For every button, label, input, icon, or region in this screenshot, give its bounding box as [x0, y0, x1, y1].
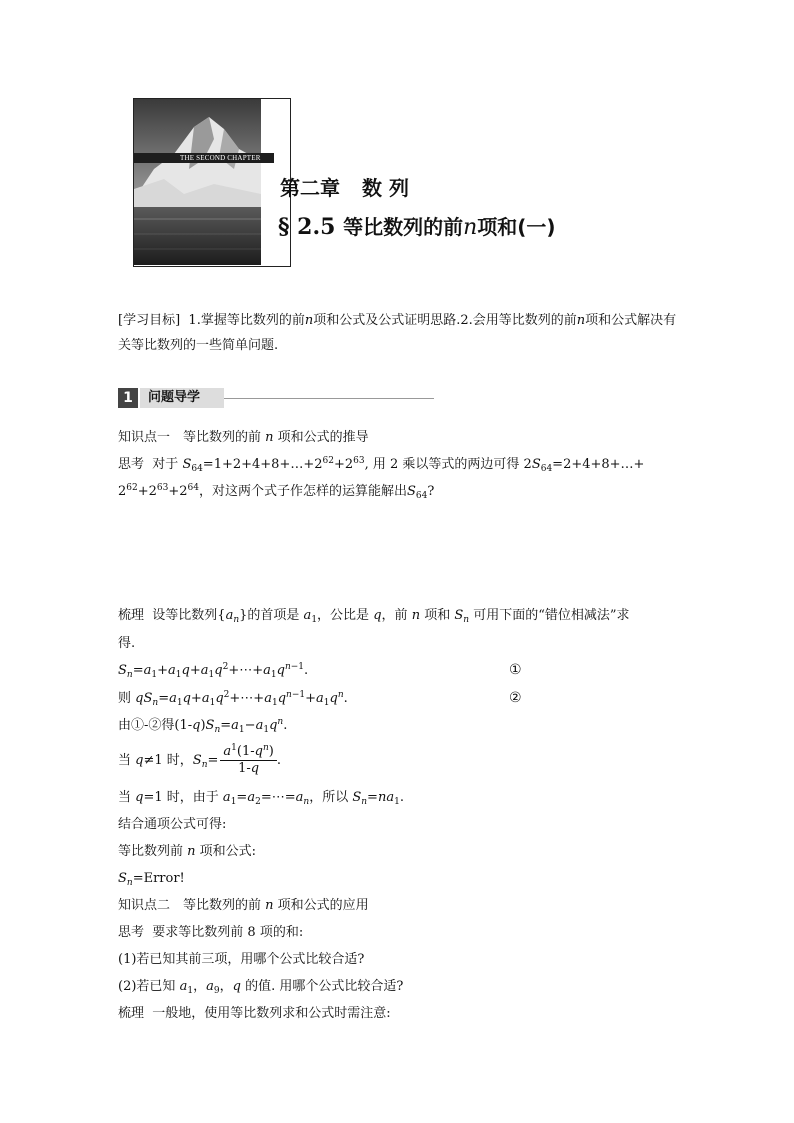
- eq2-marker: ②: [509, 690, 522, 706]
- review1-text-a: 设等比数列{: [152, 608, 226, 623]
- kp2-heading: 知识点二 等比数列的前 n 项和公式的应用: [118, 898, 369, 913]
- kp2-question-2: (2)若已知 $a_1$，$a_9$，q 的值. 用哪个公式比较合适?: [118, 979, 404, 996]
- kp1-sup-4: 63: [156, 483, 169, 493]
- kp2-heading-a: 知识点二 等比数列的前: [118, 898, 262, 913]
- review1-combine: 结合通项公式可得:: [118, 817, 227, 832]
- chapter-number: 第二章: [280, 176, 340, 200]
- frac-den: 1-: [238, 761, 251, 776]
- kp1-S-2: S: [531, 457, 541, 472]
- kp1-think-i: ，对这两个式子作怎样的运算能解出: [198, 484, 407, 499]
- eq1-marker: ①: [509, 662, 522, 678]
- section-number: § 2.5: [278, 214, 336, 240]
- kp2-review: [118, 1006, 391, 1022]
- section-title-a: 等比数列的前: [343, 215, 464, 239]
- review1-eq3: 由①-②得$(1-q)S_n=a_1-a_1q^n$.: [118, 717, 288, 735]
- eq3-b: ): [200, 718, 206, 733]
- formula-label-a: 等比数列前: [118, 844, 184, 859]
- kp2-review-label: 梳理: [118, 1006, 145, 1021]
- kp1-sup-1: 62: [322, 456, 334, 466]
- review1-text-f: 可用下面的“错位相减法”求: [473, 608, 630, 623]
- kp1-heading-a: 知识点一 等比数列的前: [118, 430, 262, 445]
- kp2-question-1: (1)若已知其前三项，用哪个公式比较合适?: [118, 952, 365, 967]
- cover-banner-text: THE SECOND CHAPTER: [180, 154, 261, 162]
- kp1-think-e: =2+4+8+…+: [552, 457, 645, 472]
- eq3-a: 由①-②得(1-: [118, 718, 193, 733]
- objectives-text-1: 1.掌握等比数列的前: [188, 313, 305, 328]
- kp1-heading-var: n: [265, 430, 274, 445]
- review1-text-d: ，前: [381, 608, 408, 623]
- objectives-var-1: n: [304, 313, 314, 328]
- kp1-think-f: 2: [118, 484, 127, 499]
- section-divider: [224, 398, 434, 399]
- review1-text-c: ，公比是: [317, 608, 370, 623]
- sum-fraction: $\frac{a^1(1-q^n)}{1-q}$: [220, 744, 276, 777]
- section-title: [278, 212, 556, 243]
- review1-eq4: 当 q≠1 时，$S_n=$ $\frac{a^1(1-q^n)}{1-q}$ .: [118, 743, 281, 776]
- kp1-think-line-1: [118, 457, 644, 473]
- section-number-badge: 1: [118, 388, 138, 408]
- review1-label: 梳理: [118, 608, 145, 623]
- review1-eq1: $S_n=a_1+a_1q+a_1q^2+\cdots+a_1q^{n-1}$.: [118, 662, 309, 680]
- review1-line-2: 得.: [118, 636, 136, 651]
- kp1-think-c: +2: [333, 457, 354, 472]
- objectives-label: [学习目标]: [118, 313, 181, 328]
- chapter-cover-image: [134, 99, 261, 265]
- formula-label-b: 项和公式:: [199, 844, 257, 859]
- frac-num: (1-: [236, 744, 255, 759]
- kp1-think-b: =1+2+4+8+…+2: [202, 457, 323, 472]
- section-title-b: 项和(一): [477, 215, 556, 239]
- review1-line-1: 梳理 设等比数列$\{a_n\}$的首项是 $a_1$，公比是 q，前 n 项和 $S_n$ 可用下面的“错位相减法”求: [118, 608, 630, 625]
- kp2-review-text: 一般地，使用等比数列求和公式时需注意:: [152, 1006, 391, 1021]
- kp1-sup-5: 64: [187, 483, 199, 493]
- eq4-a: 当: [118, 753, 132, 768]
- kp1-think-j: ?: [427, 484, 435, 499]
- chapter-name: 数 列: [362, 176, 409, 200]
- kp1-sub-3: 64: [415, 491, 428, 501]
- objectives-var-2: n: [576, 313, 586, 328]
- eq5-a: 当: [118, 790, 132, 805]
- eq5-b: =1 时，由于: [143, 790, 219, 805]
- kp2-think-label: 思考: [118, 925, 145, 940]
- eq4-b: ≠1 时，: [143, 753, 193, 768]
- review1-formula-error: $S_n=Error$!: [118, 871, 185, 888]
- kp1-think-label: 思考: [118, 457, 145, 472]
- chapter-title: [280, 175, 409, 201]
- review1-text-e: 项和: [424, 608, 451, 623]
- review1-formula-label: 等比数列前 n 项和公式:: [118, 844, 257, 859]
- kp2-think-text: 要求等比数列前 8 项的和:: [152, 925, 304, 940]
- review1-text-b: }的首项是: [239, 608, 300, 623]
- kp1-heading-b: 项和公式的推导: [277, 430, 369, 445]
- kp2-think: [118, 925, 303, 941]
- kp1-S-3: S: [407, 484, 416, 499]
- eq5-c: ，所以: [309, 790, 349, 805]
- objectives-text-3: 项和公式解决有关等比数列的一些简单问题.: [118, 313, 677, 353]
- q2-b: 的值. 用哪个公式比较合适?: [245, 979, 404, 994]
- review1-eq5: 当 q=1 时，由于 $a_1=a_2=\cdots=a_n$，所以 $S_n=na_1$.: [118, 790, 404, 807]
- kp1-think-a: 对于: [152, 457, 179, 472]
- learning-objectives: [118, 308, 688, 358]
- review1-eq2: 则 $qS_n=a_1q+a_1q^2+\cdots+a_1q^{n-1}+a_1q^n$.: [118, 690, 348, 708]
- kp1-S-1: S: [182, 457, 192, 472]
- section-title-var: n: [463, 215, 478, 240]
- section-heading: 问题导学: [140, 388, 224, 408]
- kp1-sub-1: 64: [191, 464, 203, 474]
- kp2-heading-b: 项和公式的应用: [277, 898, 369, 913]
- kp1-sup-3: 62: [126, 483, 138, 493]
- objectives-text-2: 项和公式及公式证明思路.2.会用等比数列的前: [313, 313, 577, 328]
- kp1-think-d: , 用 2 乘以等式的两边可得 2: [364, 457, 532, 472]
- eq3-c: =: [220, 718, 232, 733]
- kp1-think-g: +2: [137, 484, 157, 499]
- kp1-sup-2: 63: [353, 456, 365, 466]
- kp1-sub-2: 64: [540, 464, 553, 474]
- kp1-think-line-2: [118, 484, 434, 500]
- eq2-prefix: 则: [118, 691, 132, 706]
- formula-error-text: =Error!: [132, 871, 185, 886]
- q2-a: (2)若已知: [118, 979, 176, 994]
- kp1-think-h: +2: [168, 484, 188, 499]
- kp1-heading: [118, 430, 369, 446]
